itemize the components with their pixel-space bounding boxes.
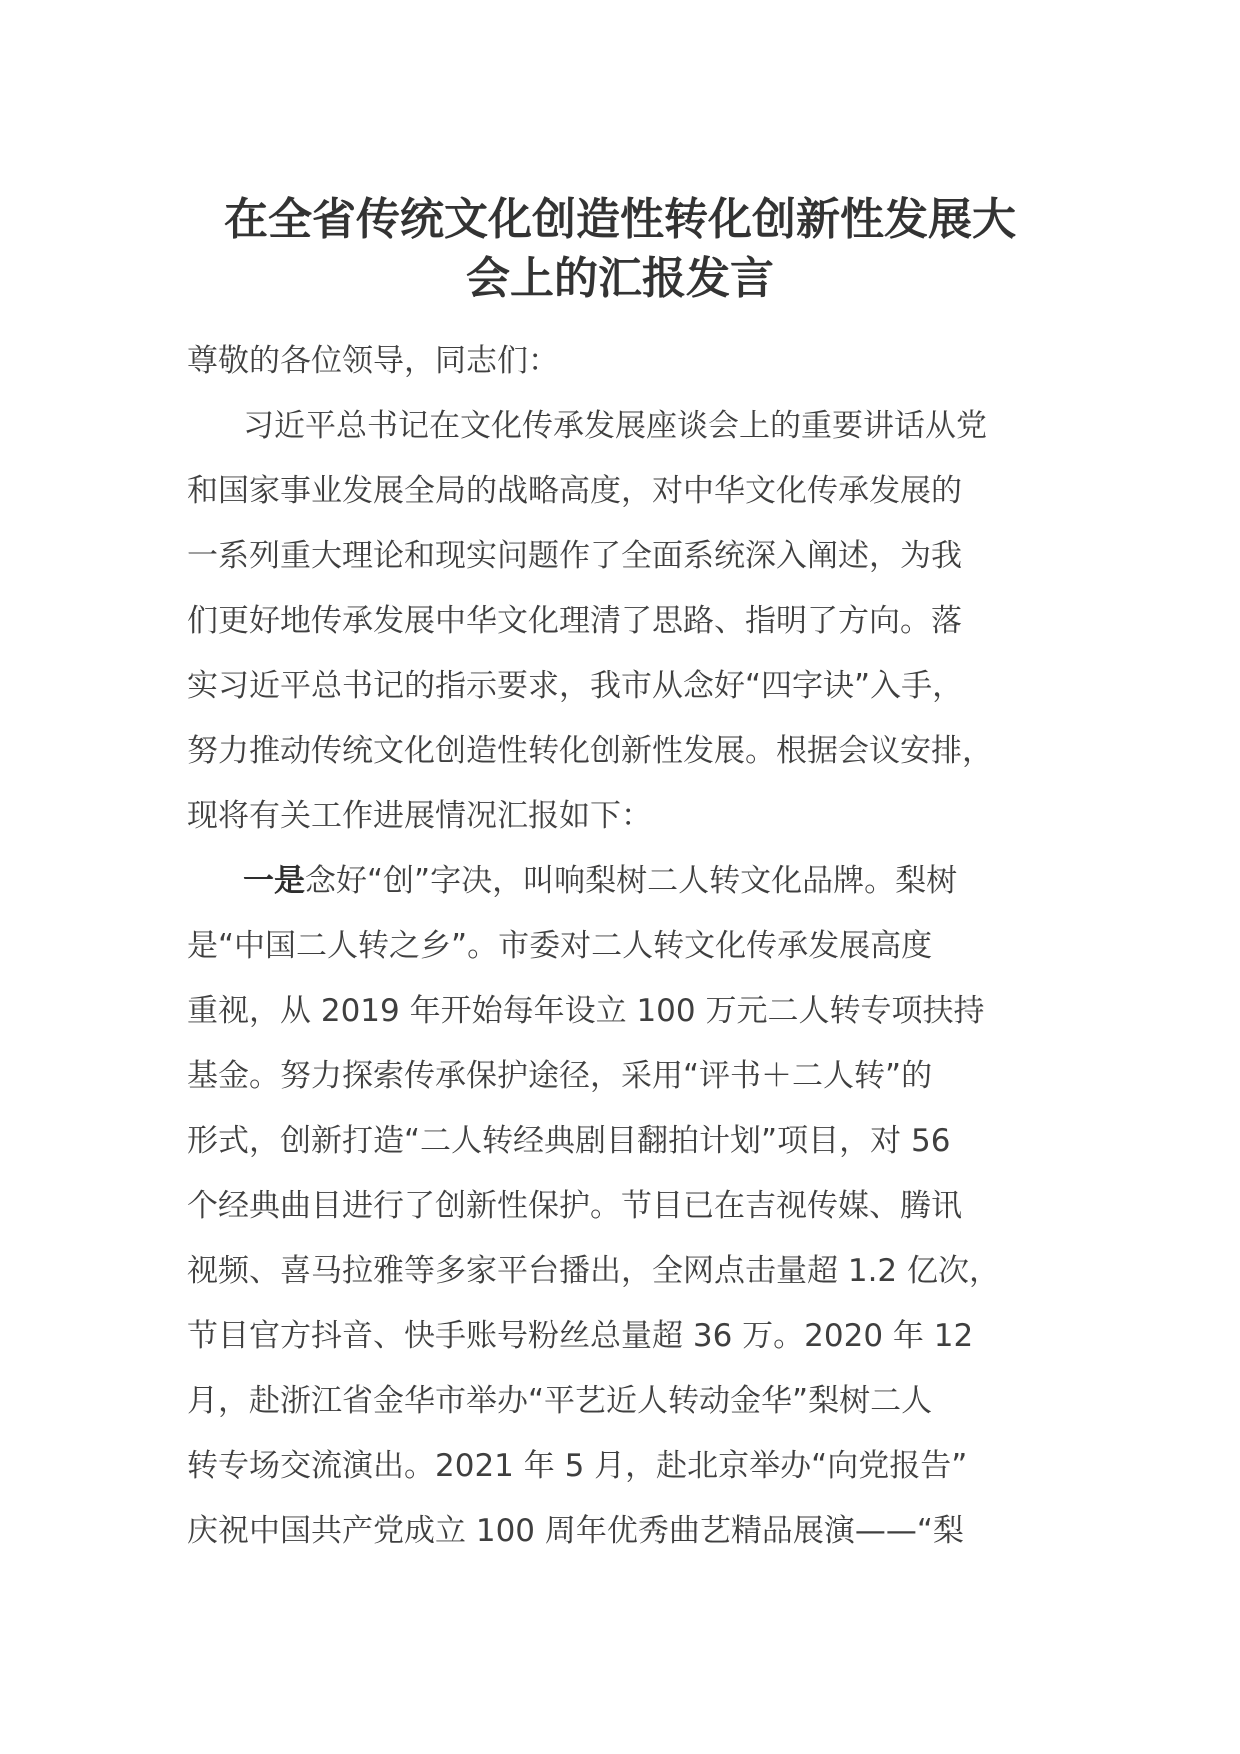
paragraph-line: 现将有关工作进展情况汇报如下： [187,798,652,834]
paragraph-line: 个经典曲目进行了创新性保护。节目已在吉视传媒、腾讯 [187,1188,962,1224]
paragraph-line: 视频、喜马拉雅等多家平台播出，全网点击量超 1.2 亿次， [187,1253,1001,1289]
point-lead-rest: 念好“创”字决，叫响梨树二人转文化品牌。梨树 [305,863,958,899]
paragraph-line: 和国家事业发展全局的战略高度，对中华文化传承发展的 [187,473,962,509]
point-lead: 一是 [243,863,305,899]
paragraph-line: 一系列重大理论和现实问题作了全面系统深入阐述，为我 [187,538,962,574]
paragraph-line [187,849,1053,914]
paragraph-line: 重视，从 2019 年开始每年设立 100 万元二人转专项扶持 [187,993,985,1029]
paragraph-intro [187,394,1053,849]
paragraph-line: 月，赴浙江省金华市举办“平艺近人转动金华”梨树二人 [187,1383,933,1419]
title-line-1: 在全省传统文化创造性转化创新性发展大 [224,194,1016,245]
paragraph-line: 基金。努力探索传承保护途径，采用“评书＋二人转”的 [187,1058,933,1094]
title-line-2: 会上的汇报发言 [466,253,774,304]
document-page [187,190,1053,1564]
paragraph-line: 实习近平总书记的指示要求，我市从念好“四字诀”入手， [187,668,964,704]
salutation: 尊敬的各位领导，同志们： [187,343,559,379]
paragraph-line: 们更好地传承发展中华文化理清了思路、指明了方向。落 [187,603,962,639]
paragraph-line: 形式，创新打造“二人转经典剧目翻拍计划”项目，对 56 [187,1123,951,1159]
document-body [187,329,1053,1564]
paragraph-line: 习近平总书记在文化传承发展座谈会上的重要讲话从党 [243,408,987,444]
paragraph-line: 努力推动传统文化创造性转化创新性发展。根据会议安排， [187,733,993,769]
paragraph-line: 是“中国二人转之乡”。市委对二人转文化传承发展高度 [187,928,933,964]
paragraph-line: 节目官方抖音、快手账号粉丝总量超 36 万。2020 年 12 [187,1318,974,1354]
paragraph-line: 转专场交流演出。2021 年 5 月，赴北京举办“向党报告” [187,1448,968,1484]
document-title [187,190,1053,308]
paragraph-first-point [187,849,1053,1564]
paragraph-line: 庆祝中国共产党成立 100 周年优秀曲艺精品展演——“梨 [187,1513,964,1549]
